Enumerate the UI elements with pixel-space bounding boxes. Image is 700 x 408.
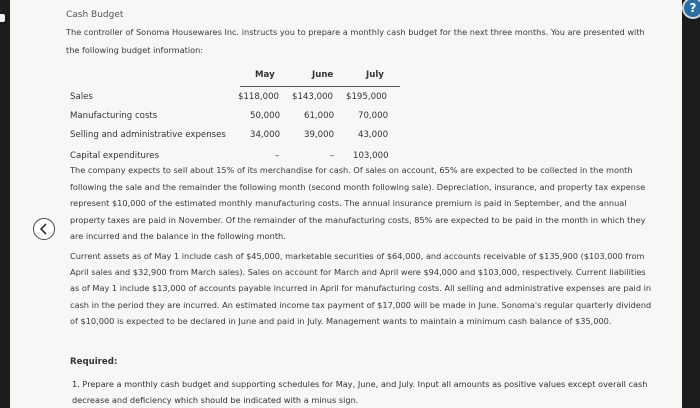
chevron-left-icon bbox=[39, 223, 49, 235]
problem-page bbox=[10, 0, 682, 408]
help-button[interactable] bbox=[682, 0, 700, 19]
cell-mfg-may: 50,000 bbox=[250, 111, 281, 121]
cell-mfg-june: 61,000 bbox=[304, 111, 335, 121]
cell-sa-may: 34,000 bbox=[250, 130, 281, 140]
required-label: Required: bbox=[70, 357, 118, 367]
page-title: Cash Budget bbox=[66, 10, 124, 20]
intro-text: The controller of Sonoma Housewares Inc. instructs you to prepare a monthly cash budget for the next three months. You are presented with the following budget information: bbox=[66, 27, 645, 56]
cell-cap-july: 103,000 bbox=[353, 151, 389, 161]
cell-sales-june: $143,000 bbox=[292, 92, 334, 102]
column-header-may: May bbox=[255, 70, 275, 80]
requirement-1: 1. Prepare a monthly cash budget and supporting schedules for May, June, and July. Input all amounts as positive values except overall cash decrease and deficiency which should be indicated with a minus sign. bbox=[72, 379, 648, 405]
cell-sa-july: 43,000 bbox=[358, 130, 389, 140]
current-assets-paragraph: Current assets as of May 1 include cash of $45,000, marketable securities of $64,000, and accounts receivable of $135,900 ($103,000 from April sales and $32,900 from March sales). Sales on account for March and April were $94,000 and $103,000, respectively. Current liabilities as of May 1 include $13,000 of accounts payable incurred in April for manufacturing costs. All selling and administrative expenses are paid in cash in the period they are incurred. An estimated income tax payment of $17,000 will be made in June. Sonoma's regular quarterly dividend of $10,000 is expected to be declared in June and paid in July. Management wants to maintain a minimum cash balance of $35,000. bbox=[70, 251, 652, 326]
cell-sales-may: $118,000 bbox=[238, 92, 280, 102]
header-rule bbox=[240, 86, 400, 87]
cell-mfg-july: 70,000 bbox=[358, 111, 389, 121]
side-tab-marker bbox=[0, 14, 5, 22]
question-mark-icon: ? bbox=[689, 1, 697, 15]
cell-sa-june: 39,000 bbox=[304, 130, 335, 140]
cell-cap-june: – bbox=[330, 151, 335, 161]
column-header-july: July bbox=[366, 70, 384, 80]
cell-cap-may: – bbox=[275, 151, 280, 161]
row-label-selling-admin: Selling and administrative expenses bbox=[70, 130, 226, 140]
cell-sales-july: $195,000 bbox=[346, 92, 388, 102]
row-label-sales: Sales bbox=[70, 92, 93, 102]
sales-collection-paragraph: The company expects to sell about 15% of its merchandise for cash. Of sales on account, 65% are expected to be collected in the month following the sale and the remainder the following month (second month following sale). Depreciation, insurance, and property tax expense represent $10,000 of the estimated monthly manufacturing costs. The annual insurance premium is paid in September, and the annual property taxes are paid in November. Of the remainder of the manufacturing costs, 85% are expected to be paid in the month in which they are incurred and the balance in the following month. bbox=[70, 165, 646, 242]
column-header-june: June bbox=[312, 70, 334, 80]
row-label-capital: Capital expenditures bbox=[70, 151, 160, 161]
row-label-manufacturing: Manufacturing costs bbox=[70, 111, 158, 121]
budget-table bbox=[10, 0, 682, 170]
previous-button[interactable] bbox=[33, 218, 55, 240]
